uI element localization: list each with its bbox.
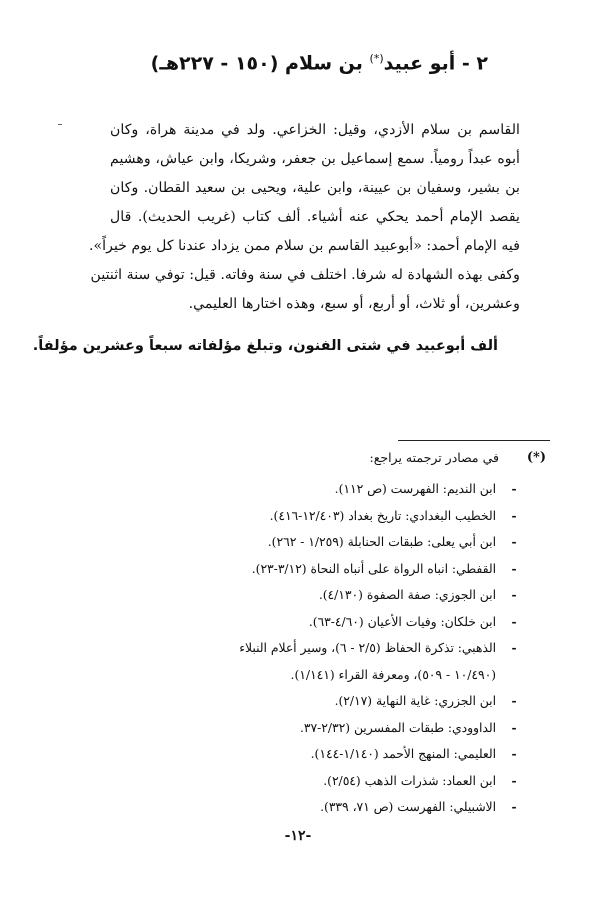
reference-item	[84, 715, 517, 742]
reference-item	[84, 741, 517, 768]
reference-dash: -	[511, 799, 517, 814]
reference-dash: -	[511, 613, 517, 629]
reference-dash: -	[511, 772, 517, 788]
biography-line: القاسم بن سلام الأزدي، وقيل: الخزاعي. ولد في مدينة هراة، وكان	[110, 122, 520, 138]
reference-item	[84, 476, 517, 503]
reference-dash: -	[511, 481, 517, 496]
reference-text: ابن الجزري: غاية النهاية (٢/١٧).	[334, 694, 496, 708]
entry-number: ٢ -	[455, 52, 488, 75]
reference-text: ابن خلكان: وفيات الأعيان (٤/٦٠-٦٣).	[308, 614, 496, 629]
biography-line: فيه الإمام أحمد: «أبوعبيد القاسم بن سلام ممن يزداد عندنا كل يوم خيراً».	[88, 238, 520, 254]
footnote-references	[84, 476, 517, 821]
reference-item	[84, 635, 517, 662]
footnote-divider	[398, 440, 550, 441]
reference-item	[84, 556, 517, 583]
reference-text: (١٠/٤٩٠ - ٥٠٩)، ومعرفة القراء (١/١٤١).	[290, 667, 496, 682]
reference-dash: -	[511, 746, 517, 761]
reference-text: الداوودي: طبقات المفسرين (٢/٣٢-٣٧.	[299, 720, 496, 735]
reference-item	[84, 503, 517, 530]
reference-item	[84, 794, 517, 821]
entry-lineage-dates: بن سلام (١٥٠ - ٢٢٧هـ)	[150, 52, 370, 75]
reference-text: ابن النديم: الفهرست (ص ١١٢).	[334, 482, 496, 496]
reference-item	[84, 582, 517, 609]
works-summary: ألف أبوعبيد في شتى الفنون، وتبلغ مؤلفاته سبعاً وعشرين مؤلفاً.	[32, 338, 498, 354]
reference-text: العليمي: المنهج الأحمد (١/١٤٠-١٤٤).	[310, 747, 496, 761]
reference-dash: -	[511, 587, 517, 602]
page-number: -١٢-	[284, 828, 312, 844]
footnote-intro: في مصادر ترجمته يراجع:	[369, 450, 499, 465]
reference-dash: -	[511, 693, 517, 708]
heading-footnote-mark: (*)	[369, 52, 384, 65]
footnote-marker: (*)	[526, 450, 546, 465]
scan-speck	[58, 124, 62, 125]
reference-text: الذهبي: تذكرة الحفاظ (٢/٥ - ٦)، وسير أعلام النبلاء	[239, 641, 496, 655]
reference-item	[84, 768, 517, 795]
reference-text: ابن أبي يعلى: طبقات الحنابلة (١/٢٥٩ - ٢٦٢).	[267, 535, 496, 549]
reference-dash: -	[511, 534, 517, 549]
reference-item	[84, 688, 517, 715]
biography-line: وعشرين، أو ثلاث، أو أربع، أو سبع، وهذه اختارها العليمي.	[188, 296, 520, 312]
reference-dash: -	[511, 719, 517, 735]
reference-text: ابن العماد: شذرات الذهب (٢/٥٤).	[323, 773, 496, 788]
reference-text: القفطي: انباه الرواة على أنباه النحاة (٣/١٢-٢٣).	[251, 561, 496, 576]
biography-line: وكفى بهذه الشهادة له شرفا. اختلف في سنة وفاته. قيل: توفي سنة اثنتين	[90, 267, 520, 283]
reference-item	[84, 609, 517, 636]
biography-line: أبوه عبداً رومياً. سمع إسماعيل بن جعفر، وشريكا، وابن عياش، وهشيم	[110, 151, 520, 167]
reference-item	[84, 529, 517, 556]
entry-heading	[151, 52, 488, 74]
entry-name: أبو عبيد	[383, 52, 456, 75]
reference-dash: -	[511, 640, 517, 655]
biography-paragraph	[88, 116, 520, 319]
reference-text: الاشبيلي: الفهرست (ص ٧١، ٣٣٩).	[320, 800, 496, 814]
reference-dash: -	[511, 560, 517, 576]
biography-line: يقصد الإمام أحمد يحكي عنه أشياء. ألف كتاب (غريب الحديث). قال	[110, 209, 520, 225]
reference-text: الخطيب البغدادي: تاريخ بغداد (١٢/٤٠٣-٤١٦).	[269, 508, 496, 523]
biography-line: بن بشير، وسفيان بن عيينة، وابن علية، ويحيى بن سعيد القطان. وكان	[110, 180, 520, 196]
reference-continuation	[84, 662, 504, 689]
reference-dash: -	[511, 507, 517, 523]
reference-text: ابن الجوزي: صفة الصفوة (٤/١٣٠).	[318, 588, 496, 602]
